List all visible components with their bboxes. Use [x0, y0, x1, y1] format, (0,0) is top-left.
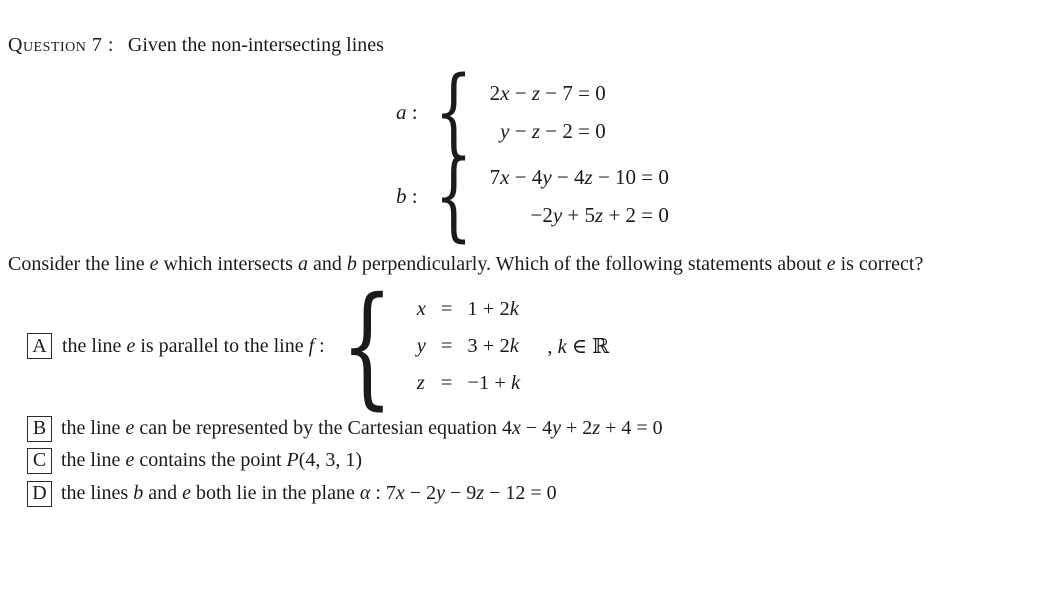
option-d-text: the lines b and e both lie in the plane α : 7x − 2y − 9z − 12 = 0 [61, 482, 557, 504]
left-brace-icon: { [434, 140, 473, 252]
param-value: −1 + k [467, 371, 521, 394]
option-letter-a: A [27, 333, 52, 359]
equation: 7x − 4y − 4z − 10 = 0 [489, 164, 669, 189]
line-a-system [396, 56, 606, 168]
question-header [8, 34, 384, 57]
param-var: x [416, 297, 426, 320]
line-f-parametric-system [417, 298, 530, 395]
equals-sign: = [440, 297, 453, 320]
equation: 2x − z − 7 = 0 [489, 80, 606, 105]
option-row-c[interactable] [27, 448, 362, 473]
question-intro-text: Given the non-intersecting lines [127, 34, 384, 56]
parameter-domain-note: , k ∈ ℝ [547, 335, 610, 358]
equation: −2y + 5z + 2 = 0 [530, 202, 669, 227]
equals-sign: = [440, 334, 453, 357]
option-letter-d: D [27, 481, 52, 507]
option-c-text: the line e contains the point P(4, 3, 1) [61, 449, 363, 471]
param-var: z [416, 371, 425, 394]
line-b-label: b : [396, 183, 418, 208]
option-letter-c: C [27, 448, 52, 474]
option-a-text: the line e is parallel to the line f : [62, 334, 325, 357]
option-letter-b: B [27, 416, 52, 442]
param-var: y [416, 334, 426, 357]
option-row-d[interactable] [27, 481, 557, 506]
equals-sign: = [440, 371, 453, 394]
left-brace-icon: { [434, 56, 473, 168]
question-paragraph: Consider the line e which intersects a and b perpendicularly. Which of the following statements about e is correct? [8, 253, 924, 275]
line-b-equations [490, 165, 669, 228]
option-row-b[interactable] [27, 416, 663, 441]
question-number-label: Question 7 : [8, 34, 114, 56]
line-b-system [396, 140, 669, 252]
option-row-a[interactable] [27, 269, 610, 423]
line-a-label: a : [396, 99, 418, 124]
line-a-equations [490, 81, 606, 144]
param-value: 3 + 2k [467, 334, 519, 357]
equation: y − z − 2 = 0 [500, 118, 606, 143]
param-value: 1 + 2k [467, 297, 519, 320]
option-b-text: the line e can be represented by the Cartesian equation 4x − 4y + 2z + 4 = 0 [61, 417, 663, 439]
left-brace-icon: { [340, 269, 393, 423]
